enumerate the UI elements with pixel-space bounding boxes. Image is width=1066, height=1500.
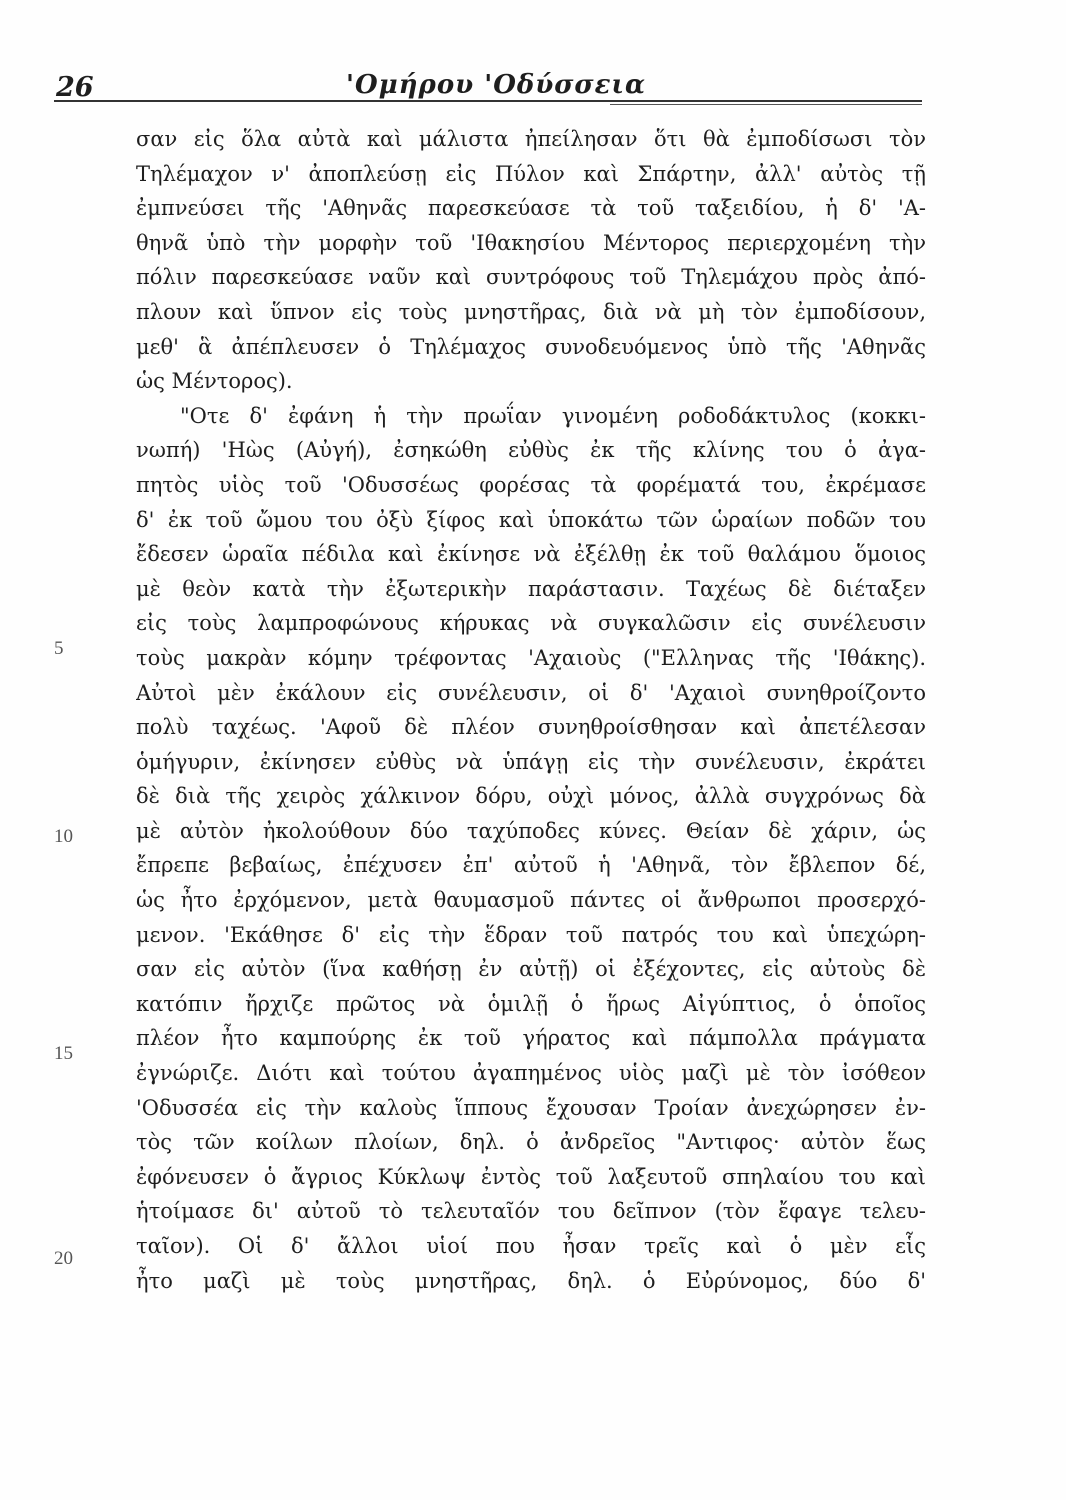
line-number-10: 10 <box>54 826 73 847</box>
page-number: 26 <box>56 72 94 103</box>
text-line: ἔδεσεν ὡραῖα πέδιλα καὶ ἐκίνησε νὰ ἐξέλθῃ ἐκ τοῦ θαλάμου ὅμοιος <box>136 542 926 567</box>
line-number-15: 15 <box>54 1043 73 1064</box>
text-line: ἐφόνευσεν ὁ ἄγριος Κύκλωψ ἐντὸς τοῦ λαξευτοῦ σπηλαίου του καὶ <box>136 1164 926 1189</box>
text-line: νωπή) 'Ηὼς (Αὐγή), ἐσηκώθη εὐθὺς ἐκ τῆς κλίνης του ὁ ἀγα- <box>136 438 926 463</box>
text-line: μενον. 'Εκάθησε δ' εἰς τὴν ἕδραν τοῦ πατρός του καὶ ὑπεχώρη- <box>136 922 926 947</box>
text-line: ἐμπνεύσει τῆς 'Αθηνᾶς παρεσκεύασε τὰ τοῦ ταξειδίου, ἡ δ' 'Α- <box>136 196 926 221</box>
body-text <box>136 122 926 1298</box>
paragraph-start-line: "Οτε δ' ἐφάνη ἡ τὴν πρωΐαν γινομένη ροδοδάκτυλος (κοκκι- <box>180 403 926 428</box>
text-line: πόλιν παρεσκεύασε ναῦν καὶ συντρόφους τοῦ Τηλεμάχου πρὸς ἀπό- <box>136 265 926 290</box>
line-number-5: 5 <box>54 638 64 659</box>
text-line: δὲ διὰ τῆς χειρὸς χάλκινον δόρυ, οὐχὶ μόνος, ἀλλὰ συγχρόνως δὰ <box>136 784 926 809</box>
text-line: ἡτοίμασε δι' αὐτοῦ τὸ τελευταῖόν του δεῖπνον (τὸν ἔφαγε τελευ- <box>136 1199 926 1224</box>
header-rule-secondary <box>610 104 922 105</box>
text-line: εἰς τοὺς λαμπροφώνους κήρυκας νὰ συγκαλῶσιν εἰς συνέλευσιν <box>136 611 926 636</box>
text-line: ἐγνώριζε. Διότι καὶ τούτου ἀγαπημένος υἱὸς μαζὶ μὲ τὸν ἰσόθεον <box>136 1061 926 1086</box>
text-line: μὲ αὐτὸν ἠκολούθουν δύο ταχύποδες κύνες. Θείαν δὲ χάριν, ὡς <box>136 818 926 843</box>
text-line: ἔπρεπε βεβαίως, ἐπέχυσεν ἐπ' αὐτοῦ ἡ 'Αθηνᾶ, τὸν ἔβλεπον δέ, <box>136 853 926 878</box>
line-number-20: 20 <box>54 1248 73 1269</box>
text-line: σαν εἰς ὅλα αὐτὰ καὶ μάλιστα ἠπείλησαν ὅτι θὰ ἐμποδίσωσι τὸν <box>136 127 926 151</box>
text-line: ὡς Μέντορος). <box>136 369 293 394</box>
text-line: ὡς ἦτο ἐρχόμενον, μετὰ θαυμασμοῦ πάντες οἱ ἄνθρωποι προσερχό- <box>136 888 926 913</box>
text-line: κατόπιν ἤρχιζε πρῶτος νὰ ὁμιλῇ ὁ ἥρως Αἰγύπτιος, ὁ ὁποῖος <box>136 991 926 1016</box>
text-line: μεθ' ἃ ἀπέπλευσεν ὁ Τηλέμαχος συνοδευόμενος ὑπὸ τῆς 'Αθηνᾶς <box>136 334 926 359</box>
text-line: πολὺ ταχέως. 'Αφοῦ δὲ πλέον συνηθροίσθησαν καὶ ἀπετέλεσαν <box>136 715 926 740</box>
text-line: πλέον ἦτο καμπούρης ἐκ τοῦ γήρατος καὶ πάμπολλα πράγματα <box>136 1026 926 1051</box>
text-line: ὁμήγυριν, ἐκίνησεν εὐθὺς νὰ ὑπάγῃ εἰς τὴν συνέλευσιν, ἐκράτει <box>136 749 926 774</box>
text-line: σαν εἰς αὐτὸν (ἵνα καθήσῃ ἐν αὐτῇ) οἱ ἐξέχοντες, εἰς αὐτοὺς δὲ <box>136 957 926 982</box>
header-rule <box>54 100 922 102</box>
text-line: τοὺς μακρὰν κόμην τρέφοντας 'Αχαιοὺς ("Ελληνας τῆς 'Ιθάκης). <box>136 645 926 670</box>
text-line: ἦτο μαζὶ μὲ τοὺς μνηστῆρας, δηλ. ὁ Εὐρύνομος, δύο δ' <box>136 1268 926 1293</box>
text-line: Αὐτοὶ μὲν ἐκάλουν εἰς συνέλευσιν, οἱ δ' 'Αχαιοὶ συνηθροίζοντο <box>136 680 926 705</box>
text-line: ταῖον). Οἱ δ' ἄλλοι υἱοί που ἦσαν τρεῖς καὶ ὁ μὲν εἷς <box>136 1234 926 1258</box>
text-line: πλουν καὶ ὕπνον εἰς τοὺς μνηστῆρας, διὰ νὰ μὴ τὸν ἐμποδίσουν, <box>136 299 926 324</box>
text-line: πητὸς υἱὸς τοῦ 'Οδυσσέως φορέσας τὰ φορέματά του, ἐκρέμασε <box>136 472 926 497</box>
text-line: θηνᾶ ὑπὸ τὴν μορφὴν τοῦ 'Ιθακησίου Μέντορος περιερχομένη τὴν <box>136 230 926 255</box>
text-line: Τηλέμαχον ν' ἀποπλεύσῃ εἰς Πύλον καὶ Σπάρτην, ἀλλ' αὐτὸς τῇ <box>136 161 926 186</box>
text-line: δ' ἐκ τοῦ ὤμου του ὀξὺ ξίφος καὶ ὑποκάτω τῶν ὡραίων ποδῶν του <box>136 507 926 532</box>
running-title: 'Ομήρου 'Οδύσσεια <box>346 70 646 100</box>
text-line: τὸς τῶν κοίλων πλοίων, δηλ. ὁ ἀνδρεῖος "Αντιφος· αὐτὸν ἕως <box>136 1130 926 1155</box>
text-line: μὲ θεὸν κατὰ τὴν ἐξωτερικὴν παράστασιν. Ταχέως δὲ διέταξεν <box>136 576 926 601</box>
text-line: 'Οδυσσέα εἰς τὴν καλοὺς ἵππους ἔχουσαν Τροίαν ἀνεχώρησεν ἐν- <box>136 1095 926 1120</box>
